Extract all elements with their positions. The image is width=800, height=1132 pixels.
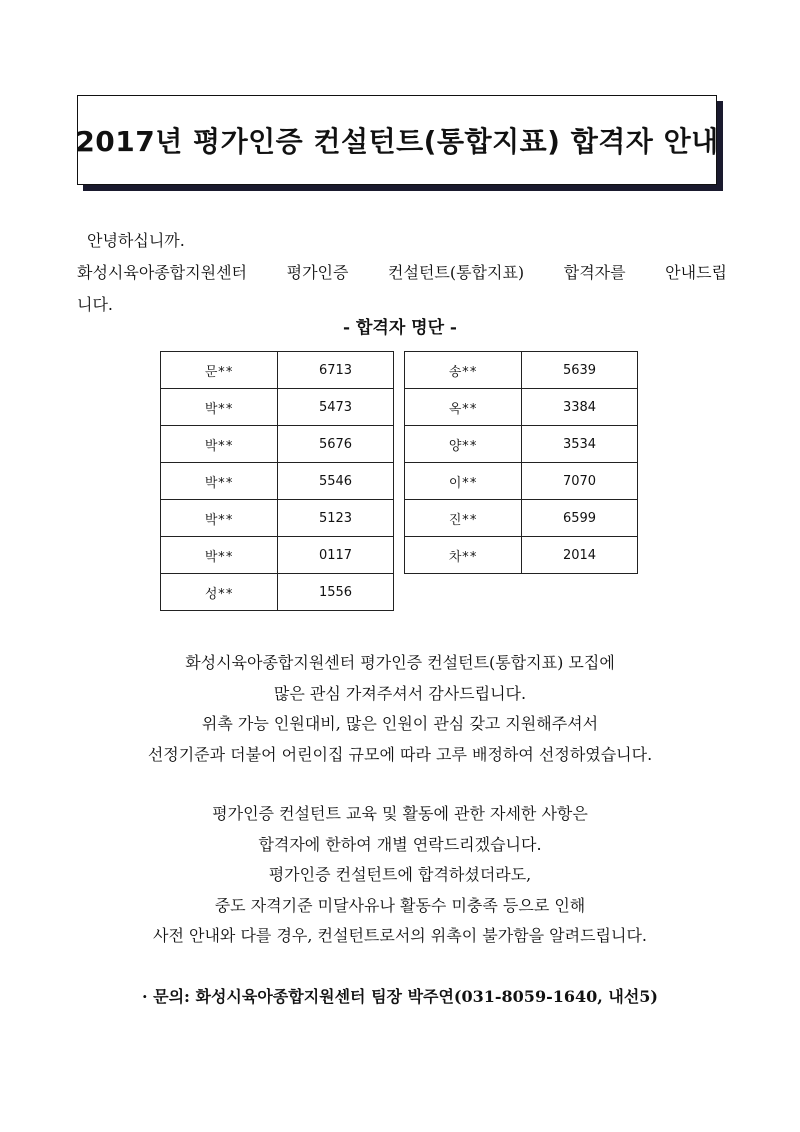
table-row <box>405 352 638 389</box>
passer-name: 양** <box>405 426 522 463</box>
table-row <box>405 537 638 574</box>
contact-info: · 문의: 화성시육아종합지원센터 팀장 박주연(031-8059-1640, 내선5) <box>141 987 659 1006</box>
passer-table-right <box>404 351 638 574</box>
passer-number: 5123 <box>278 500 394 537</box>
passer-name: 성** <box>161 574 278 611</box>
notice-paragraph <box>0 799 800 952</box>
paragraph-line: 선정기준과 더불어 어린이집 규모에 따라 고루 배정하여 선정하였습니다. <box>147 744 653 764</box>
passer-number: 3384 <box>522 389 638 426</box>
passer-name: 박** <box>161 500 278 537</box>
page-title: 2017년 평가인증 컨설턴트(통합지표) 합격자 안내 <box>75 125 719 158</box>
passer-name: 박** <box>161 463 278 500</box>
paragraph-line: 중도 자격기준 미달사유나 활동수 미충족 등으로 인해 <box>214 895 586 915</box>
paragraph-line: 사전 안내와 다를 경우, 컨설턴트로서의 위촉이 불가함을 알려드립니다. <box>153 926 647 945</box>
passer-table-left <box>160 351 394 611</box>
table-row <box>161 537 394 574</box>
table-row <box>405 463 638 500</box>
passer-name: 이** <box>405 463 522 500</box>
table-row <box>161 574 394 611</box>
passer-number: 6599 <box>522 500 638 537</box>
table-row <box>405 426 638 463</box>
greeting-text: 안녕하십니까. <box>87 231 185 250</box>
passer-number: 6713 <box>278 352 394 389</box>
table-row <box>161 500 394 537</box>
paragraph-line: 많은 관심 가져주셔서 감사드립니다. <box>273 683 527 703</box>
passer-name: 문** <box>161 352 278 389</box>
intro-line-2: 니다. <box>77 295 113 314</box>
intro-section <box>77 225 727 321</box>
paragraph-line: 합격자에 한하여 개별 연락드리겠습니다. <box>258 834 542 854</box>
passer-name: 송** <box>405 352 522 389</box>
passer-name: 옥** <box>405 389 522 426</box>
paragraph-line: 평가인증 컨설턴트 교육 및 활동에 관한 자세한 사항은 <box>212 804 588 823</box>
table-row <box>161 389 394 426</box>
passer-number: 1556 <box>278 574 394 611</box>
passer-number: 2014 <box>522 537 638 574</box>
thanks-paragraph <box>0 648 800 770</box>
passer-number: 5676 <box>278 426 394 463</box>
passer-name: 차** <box>405 537 522 574</box>
table-row <box>161 463 394 500</box>
table-row <box>161 426 394 463</box>
list-title: - 합격자 명단 - <box>343 318 457 338</box>
title-box <box>77 95 717 185</box>
table-row <box>405 500 638 537</box>
paragraph-line: 화성시육아종합지원센터 평가인증 컨설턴트(통합지표) 모집에 <box>185 653 615 672</box>
table-row <box>405 389 638 426</box>
passer-number: 0117 <box>278 537 394 574</box>
passer-number: 5473 <box>278 389 394 426</box>
passer-number: 3534 <box>522 426 638 463</box>
table-row <box>161 352 394 389</box>
passer-number: 5546 <box>278 463 394 500</box>
paragraph-line: 평가인증 컨설턴트에 합격하셨더라도, <box>268 865 532 884</box>
passer-number: 7070 <box>522 463 638 500</box>
passer-number: 5639 <box>522 352 638 389</box>
passer-name: 박** <box>161 426 278 463</box>
passer-name: 박** <box>161 537 278 574</box>
intro-line-1: 화성시육아종합지원센터 평가인증 컨설턴트(통합지표) 합격자를 안내드립 <box>77 263 727 282</box>
paragraph-line: 위촉 가능 인원대비, 많은 인원이 관심 갖고 지원해주셔서 <box>201 714 599 733</box>
passer-name: 박** <box>161 389 278 426</box>
passer-name: 진** <box>405 500 522 537</box>
